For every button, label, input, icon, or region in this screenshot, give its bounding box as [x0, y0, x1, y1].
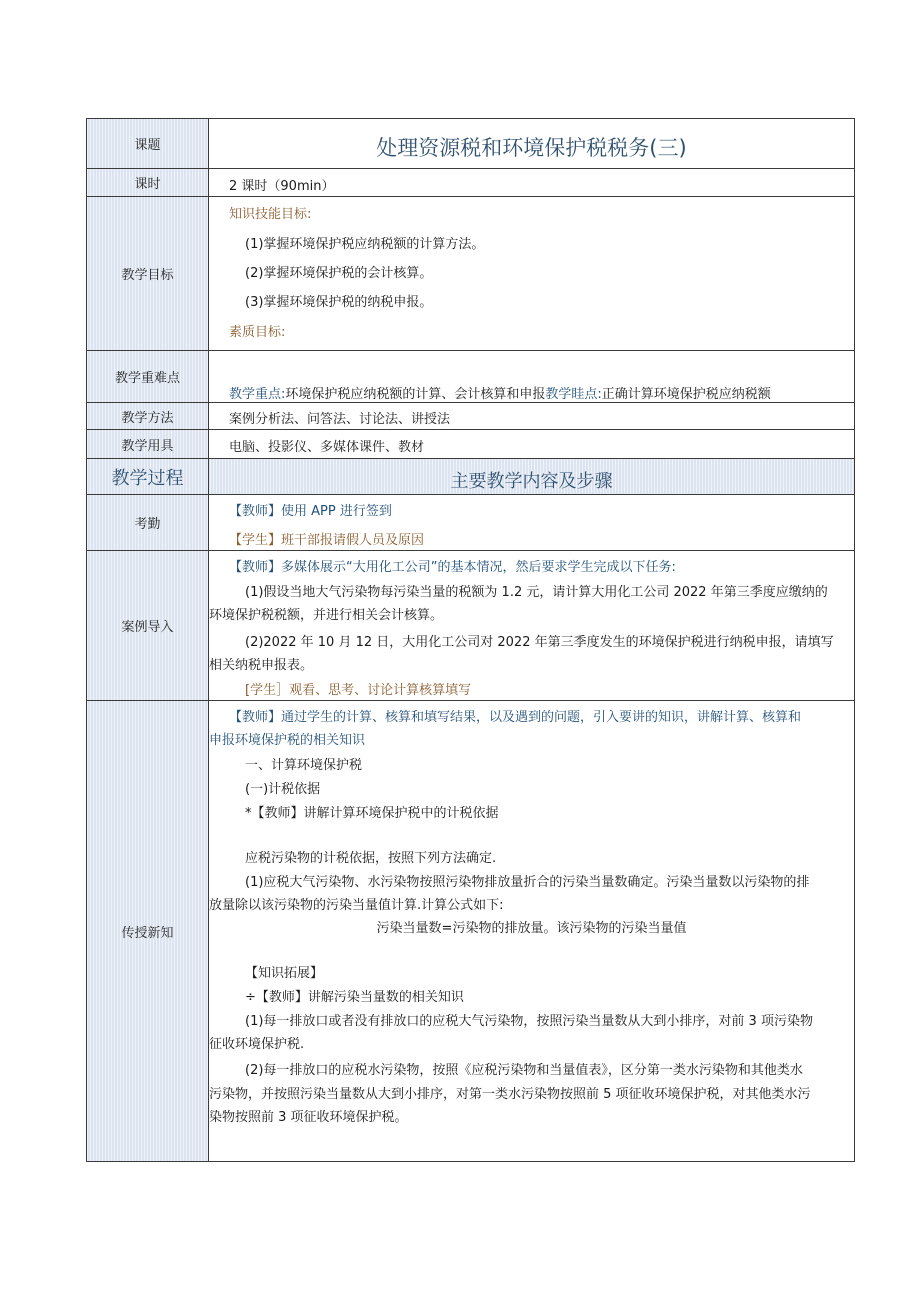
nk-teacher-line2: 申报环境保护税的相关知识 — [209, 733, 366, 748]
nk-ext2-line1: (2)每一排放口的应税水污染物，按照《应税污染物和当量值表》，区分第一类水污染物和其他类水 — [245, 1063, 803, 1078]
attendance-student: 【学生】班干部报请假人员及原因 — [229, 533, 425, 548]
case-task1-line2: 环境保护税税额，并进行相关会计核算。 — [209, 608, 444, 623]
label-methods: 教学方法 — [87, 403, 209, 429]
label-new-knowledge: 传授新知 — [87, 701, 209, 1161]
nk-ext2-line3: 染物按照前 3 项征收环境保护税。 — [209, 1110, 408, 1125]
objective-item: (3)掌握环境保护税的纳税申报。 — [245, 295, 433, 310]
nk-ext-heading: 【知识拓展】 — [245, 966, 324, 981]
nk-ext2-line2: 污染物，并按照污染当量数从大到小排序，对第一类水污染物按照前 5 项征收环境保护税，对其他类水污 — [209, 1087, 811, 1102]
row-title — [87, 119, 854, 169]
label-title: 课题 — [87, 119, 209, 168]
row-attendance — [87, 495, 854, 551]
row-methods — [87, 403, 854, 430]
row-process-header — [87, 459, 854, 495]
row-case-intro — [87, 551, 854, 701]
key-prefix: 教学重点: — [229, 387, 286, 402]
nk-rule1-line2: 放量除以该污染物的污染当量值计算.计算公式如下: — [209, 898, 504, 913]
row-hours — [87, 169, 854, 197]
attendance-teacher: 【教师】使用 APP 进行签到 — [229, 504, 392, 519]
hard-prefix: 教学眭点: — [545, 387, 602, 402]
nk-teacher-line1: 【教师】通过学生的计算、核算和填写结果，以及遇到的问题，引入要讲的知识，讲解计算、核算和 — [229, 710, 802, 725]
nk-ext1-line1: (1)每一排放口或者没有排放口的应税大气污染物，按照污染当量数从大到小排序，对前 3 项污染物 — [245, 1014, 813, 1029]
nk-teacher-note: *【教师】讲解计算环境保护税中的计税依据 — [245, 806, 499, 821]
row-tools — [87, 430, 854, 459]
title-cell — [209, 119, 854, 168]
case-task2-line1: (2)2022 年 10 月 12 日，大用化工公司对 2022 年第三季度发生的环境保护税进行纳税申报，请填写 — [245, 635, 834, 650]
row-new-knowledge — [87, 701, 854, 1161]
nk-sub1: (一)计税依据 — [245, 782, 321, 797]
nk-basis-intro: 应税污染物的计税依据，按照下列方法确定. — [245, 851, 497, 866]
label-case-intro: 案例导入 — [87, 551, 209, 700]
case-teacher: 【教师】多媒体展示“大用化工公司”的基本情况，然后要求学生完成以下任务: — [229, 560, 676, 575]
label-key-points: 教学重难点 — [87, 351, 209, 402]
process-header-left: 教学过程 — [87, 459, 209, 494]
case-task1-line1: (1)假设当地大气污染物每污染当量的税额为 1.2 元，请计算大用化工公司 2022 年第三季度应缴纳的 — [245, 585, 828, 600]
page-title: 处理资源税和环境保护税税务(三) — [376, 136, 687, 160]
label-hours: 课时 — [87, 169, 209, 196]
methods-value: 案例分析法、问答法、讨论法、讲授法 — [229, 412, 451, 427]
case-student: [学生］观看、思考、讨论计算核算填写 — [245, 683, 472, 698]
label-attendance: 考勤 — [87, 495, 209, 550]
row-objectives — [87, 197, 854, 351]
knowledge-heading: 知识技能目标: — [229, 207, 312, 222]
tools-value: 电脑、投影仪、多媒体课件、教材 — [229, 440, 425, 455]
objective-item: (2)掌握环境保护税的会计核算。 — [245, 266, 433, 281]
quality-heading: 素质目标: — [229, 325, 286, 340]
nk-formula: 污染当量数=污染物的排放量。该污染物的污染当量值 — [376, 921, 687, 936]
hours-value: 2 课时（90min） — [229, 179, 335, 194]
nk-section1: 一、计算环境保护税 — [245, 758, 363, 773]
lesson-plan-table — [86, 118, 855, 1162]
nk-ext-teacher: ÷【教师】讲解污染当量数的相关知识 — [245, 990, 464, 1005]
key-points-text — [229, 383, 771, 402]
process-header-right: 主要教学内容及步骤 — [450, 471, 613, 492]
label-tools: 教学用具 — [87, 430, 209, 458]
case-task2-line2: 相关纳税申报表。 — [209, 658, 314, 673]
nk-rule1-line1: (1)应税大气污染物、水污染物按照污染物排放量折合的污染当量数确定。污染当量数以污染物的排 — [245, 875, 810, 890]
label-objectives: 教学目标 — [87, 197, 209, 350]
objective-item: (1)掌握环境保护税应纳税额的计算方法。 — [245, 237, 485, 252]
hard-text: 正确计算环境保护税应纳税额 — [601, 387, 771, 402]
key-text: 环境保护税应纳税额的计算、会计核算和申报 — [285, 387, 546, 402]
row-key-points — [87, 351, 854, 403]
nk-ext1-line2: 征收环境保护税. — [209, 1037, 305, 1052]
